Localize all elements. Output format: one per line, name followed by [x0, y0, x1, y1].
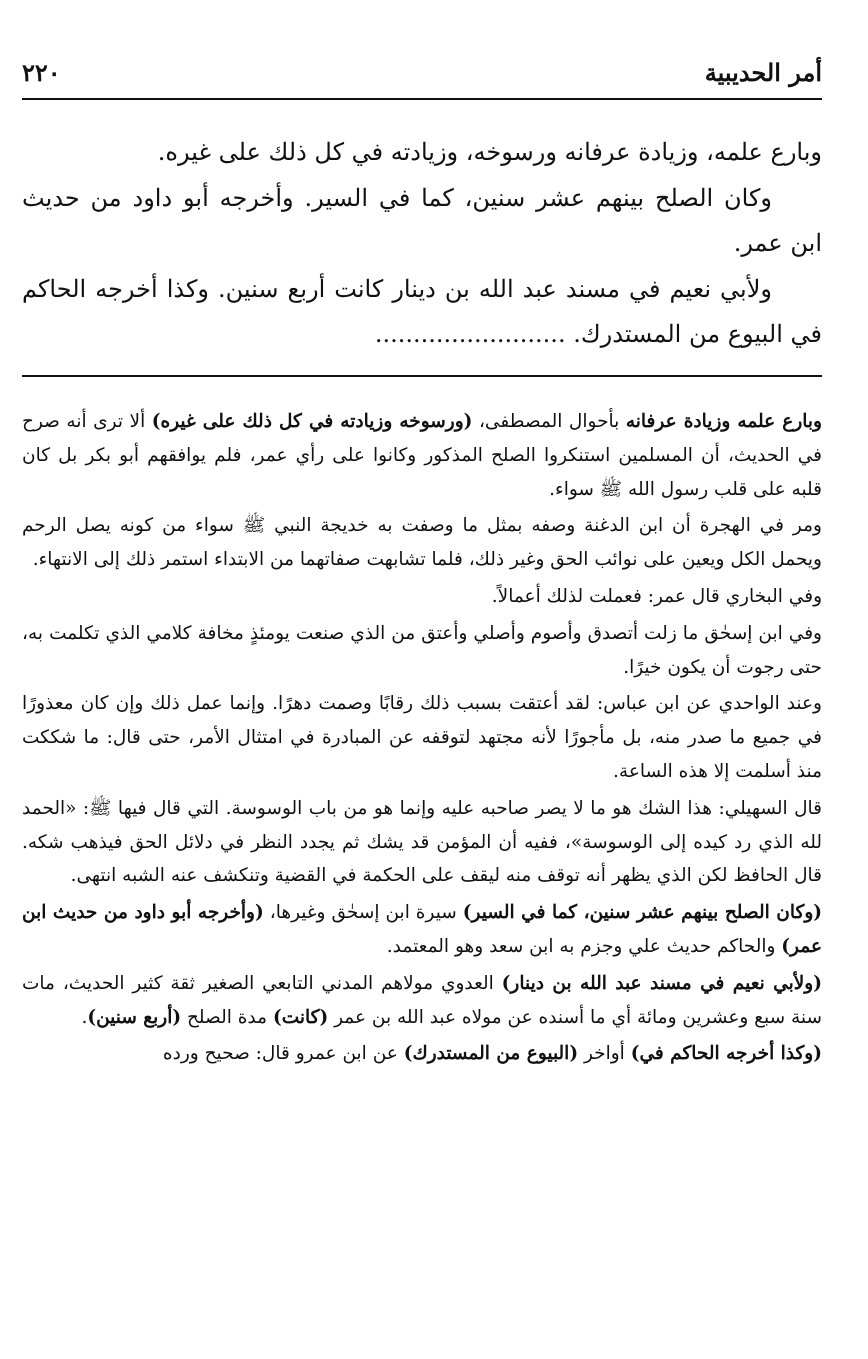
quoted-text: (ولأبي نعيم في مسند عبد الله بن دينار) [501, 972, 822, 994]
commentary-paragraph: قال السهيلي: هذا الشك هو ما لا يصر صاحبه عليه وإنما هو من باب الوسوسة. التي قال فيها ﷺ: «الحمد لله الذي رد كيده إلى الوسوسة»، ففيه أن المؤمن قد يشك ثم يجدد النظر في دلائل الحق فيذهب شكه. قال الحافظ لكن الذي يظهر أنه توقف منه ليقف على الحكمة في القضية وتنكشف عنه الشبه انتهى. [22, 797, 822, 887]
commentary-paragraph [22, 896, 822, 964]
commentary [22, 405, 822, 1074]
commentary-text: العدوي مولاهم المدني التابعي الصغير ثقة كثير الحديث، مات سنة سبع وعشرين ومائة أي ما أسنده عن مولاه عبد الله بن عمر [22, 972, 822, 1028]
commentary-paragraph [22, 967, 822, 1035]
commentary-text: بأحوال المصطفى، [472, 411, 626, 432]
main-paragraph-text: ولأبي نعيم في مسند عبد الله بن دينار كانت أربع سنين. وكذا أخرجه الحاكم في البيوع من المستدرك. [22, 274, 822, 348]
section-divider [22, 375, 822, 377]
commentary-paragraph: وفي البخاري قال عمر: فعملت لذلك أعمالاً. [491, 585, 822, 607]
quoted-text: (ورسوخه وزيادته في كل ذلك على غيره) [151, 411, 473, 432]
commentary-paragraph [22, 1037, 822, 1071]
commentary-paragraph: وفي ابن إسحٰق ما زلت أتصدق وأصوم وأصلي وأعتق من الذي صنعت يومئذٍ مخافة كلامي الذي تكلمت به، حتى رجوت أن يكون خيرًا. [22, 622, 822, 678]
commentary-paragraph [22, 405, 822, 506]
quoted-text: (البيوع من المستدرك) [403, 1043, 579, 1065]
commentary-text: عن ابن عمرو قال: صحيح ورده [162, 1043, 404, 1065]
main-text [22, 130, 822, 358]
quoted-text: (كانت) [272, 1006, 329, 1028]
commentary-paragraph: ومر في الهجرة أن ابن الدغنة وصفه بمثل ما وصفت به خديجة النبي ﷺ سواء من كونه يصل الرحم ويحمل الكل ويعين على نوائب الحق وغير ذلك، فلما تشابهت صفاتهما من الابتداء استمر ذلك إلى الانتهاء. [22, 515, 822, 571]
commentary-text: . [81, 1006, 88, 1028]
commentary-text: مدة الصلح [181, 1006, 273, 1028]
commentary-paragraph: وعند الواحدي عن ابن عباس: لقد أعتقت بسبب ذلك رقابًا وصمت دهرًا. وإنما عمل ذلك وإن كان معذورًا في جميع ما صدر منه، بل مأجورًا لأنه مجتهد لتوقفه عن المبادرة في امتثال الأمر، حتى قال: ما شككت منذ أسلمت إلا هذه الساعة. [22, 693, 822, 782]
page-header [22, 54, 822, 100]
page-number: ٢٢٠ [22, 58, 61, 87]
quoted-text: وبارع علمه وزيادة عرفانه [625, 411, 822, 432]
commentary-text: سيرة ابن إسحٰق وغيرها، [263, 902, 463, 924]
quoted-text: (وكان الصلح بينهم عشر سنين، كما في السير) [462, 902, 822, 924]
ellipsis-dots: ......................... [374, 320, 566, 348]
quoted-text: (وكذا أخرجه الحاكم في) [630, 1043, 822, 1065]
main-paragraph: وبارع علمه، وزيادة عرفانه ورسوخه، وزيادته في كل ذلك على غيره. [157, 138, 822, 166]
quoted-text: (وأخرجه أبو داود من حديث ابن عمر) [22, 902, 822, 957]
main-paragraph: وكان الصلح بينهم عشر سنين، كما في السير. وأخرجه أبو داود من حديث ابن عمر. [22, 183, 822, 257]
main-paragraph [22, 267, 822, 358]
commentary-text: والحاكم حديث علي وجزم به ابن سعد وهو المعتمد. [386, 935, 782, 957]
commentary-text: أواخر [578, 1043, 631, 1065]
running-title: أمر الحديبية [704, 58, 822, 87]
commentary-text: ألا ترى أنه صرح في الحديث، أن المسلمين استنكروا الصلح المذكور وكانوا على رأي عمر، فلم يوافقهم أبو بكر بل كان قلبه على قلب رسول الله ﷺ سواء. [22, 411, 822, 500]
quoted-text: (أربع سنين) [87, 1006, 182, 1028]
